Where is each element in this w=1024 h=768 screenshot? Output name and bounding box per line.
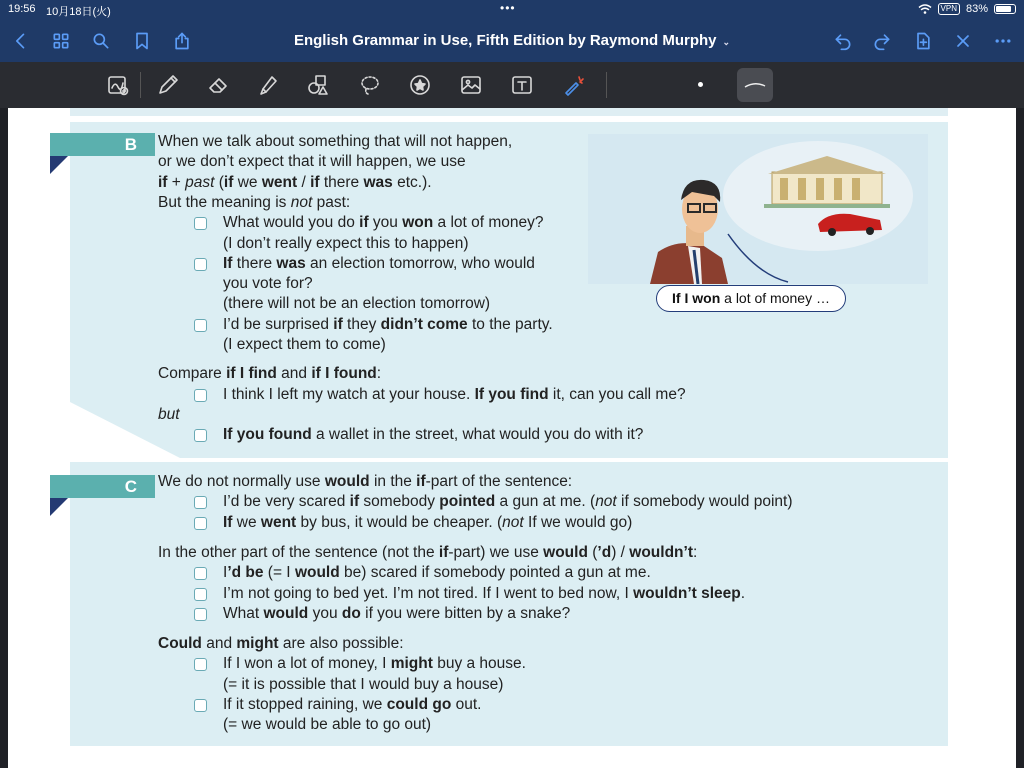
undo-icon[interactable] (830, 28, 856, 54)
speech-bubble (656, 285, 846, 312)
toolbar-separator (140, 72, 141, 98)
section-b-example-line: (I don’t really expect this to happen) (223, 234, 469, 252)
more-icon[interactable] (990, 28, 1016, 54)
example-checkbox[interactable] (194, 699, 207, 712)
vpn-badge: VPN (938, 3, 960, 15)
nav-bar (0, 20, 1024, 62)
section-b-compare-example: I think I left my watch at your house. If you find it, can you call me? (223, 386, 686, 403)
zoom-window-icon[interactable] (104, 71, 132, 99)
example-checkbox[interactable] (194, 658, 207, 671)
shapes-icon[interactable] (304, 71, 332, 99)
eraser-icon[interactable] (204, 71, 232, 99)
section-b-intro-line: if + past (if we went / if there was etc.). (158, 173, 432, 191)
section-b-intro-line: When we talk about something that will not happen, (158, 133, 513, 150)
section-b-example-line: What would you do if you won a lot of money? (223, 214, 544, 232)
section-b-example-line: (I expect them to come) (223, 336, 386, 353)
status-date: 10月18日(火) (46, 6, 111, 18)
stroke-style-selected-icon[interactable] (737, 68, 773, 102)
document-page[interactable] (8, 108, 1016, 768)
section-c-example-line: I’d be very scared if somebody pointed a gun at me. (not if somebody would point) (223, 493, 793, 511)
section-b-example-line: If there was an election tomorrow, who would (223, 254, 535, 272)
section-b-tab: B (50, 133, 155, 156)
section-c-text-line: In the other part of the sentence (not the if-part) we use would (’d) / wouldn’t: (158, 543, 698, 561)
section-c-example-line: I’m not going to bed yet. I’m not tired. If I went to bed now, I wouldn’t sleep. (223, 584, 746, 602)
status-time: 19:56 (8, 3, 36, 15)
lasso-icon[interactable] (356, 71, 384, 99)
example-checkbox[interactable] (194, 217, 207, 230)
example-checkbox[interactable] (194, 588, 207, 601)
example-checkbox[interactable] (194, 258, 207, 271)
document-title[interactable]: English Grammar in Use, Fifth Edition by Raymond Murphy ⌄ (293, 32, 731, 49)
speech-bubble-text: If I won a lot of money … (672, 290, 830, 306)
battery-percent: 83% (965, 3, 988, 15)
section-c-example-note: (= we would be able to go out) (223, 716, 432, 734)
laser-pointer-icon[interactable] (560, 71, 588, 99)
example-checkbox[interactable] (194, 496, 207, 509)
redo-icon[interactable] (869, 28, 895, 54)
section-c-example-line: If it stopped raining, we could go out. (223, 696, 482, 713)
close-tools-icon[interactable] (950, 28, 976, 54)
section-c-example-line: I’d be (= I would be) scared if somebody pointed a gun at me. (223, 564, 651, 582)
image-icon[interactable] (457, 71, 485, 99)
highlighter-icon[interactable] (254, 71, 282, 99)
drawing-toolbar (0, 62, 1024, 108)
section-b-example-line: (there will not be an election tomorrow) (223, 295, 491, 313)
section-b-but: but (158, 406, 180, 423)
status-bar (0, 0, 1024, 20)
text-box-icon[interactable] (508, 71, 536, 99)
section-c-example-note: (= it is possible that I would buy a house) (223, 675, 504, 693)
example-checkbox[interactable] (194, 608, 207, 621)
section-c-text-line: We do not normally use would in the if-part of the sentence: (158, 473, 573, 490)
chevron-down-icon[interactable]: ⌄ (722, 37, 731, 47)
section-b-example-line: I’d be surprised if they didn’t come to the party. (223, 315, 553, 333)
section-c-text-line: Could and might are also possible: (158, 635, 404, 653)
example-checkbox[interactable] (194, 517, 207, 530)
section-b-intro-line: But the meaning is not past: (158, 193, 351, 211)
example-checkbox[interactable] (194, 429, 207, 442)
section-b-compare-example: If you found a wallet in the street, what would you do with it? (223, 426, 644, 443)
thinking-man-illustration (588, 134, 928, 284)
add-page-icon[interactable] (910, 28, 936, 54)
section-c-example-line: If I won a lot of money, I might buy a house. (223, 655, 526, 673)
section-c-example-line: If we went by bus, it would be cheaper. (not If we would go) (223, 513, 633, 531)
multitask-dots-icon[interactable]: ••• (500, 1, 516, 15)
sticker-icon[interactable] (406, 71, 434, 99)
section-b-intro-line: or we don’t expect that it will happen, we use (158, 153, 466, 171)
section-b-example-line: you vote for? (223, 275, 313, 293)
section-b-compare-line: Compare if I find and if I found: (158, 365, 382, 382)
section-c-tab-fold (50, 498, 68, 516)
toolbar-separator (606, 72, 607, 98)
example-checkbox[interactable] (194, 567, 207, 580)
section-c-example-line: What would you do if you were bitten by a snake? (223, 604, 571, 622)
section-b-tab-fold (50, 156, 68, 174)
example-checkbox[interactable] (194, 389, 207, 402)
pen-icon[interactable] (154, 71, 182, 99)
status-right (918, 3, 1016, 15)
example-checkbox[interactable] (194, 319, 207, 332)
section-c-tab: C (50, 475, 155, 498)
battery-icon (994, 4, 1016, 14)
wifi-icon (918, 4, 932, 14)
pen-size-dot-icon[interactable] (698, 82, 703, 87)
page-top-strip (70, 108, 948, 116)
